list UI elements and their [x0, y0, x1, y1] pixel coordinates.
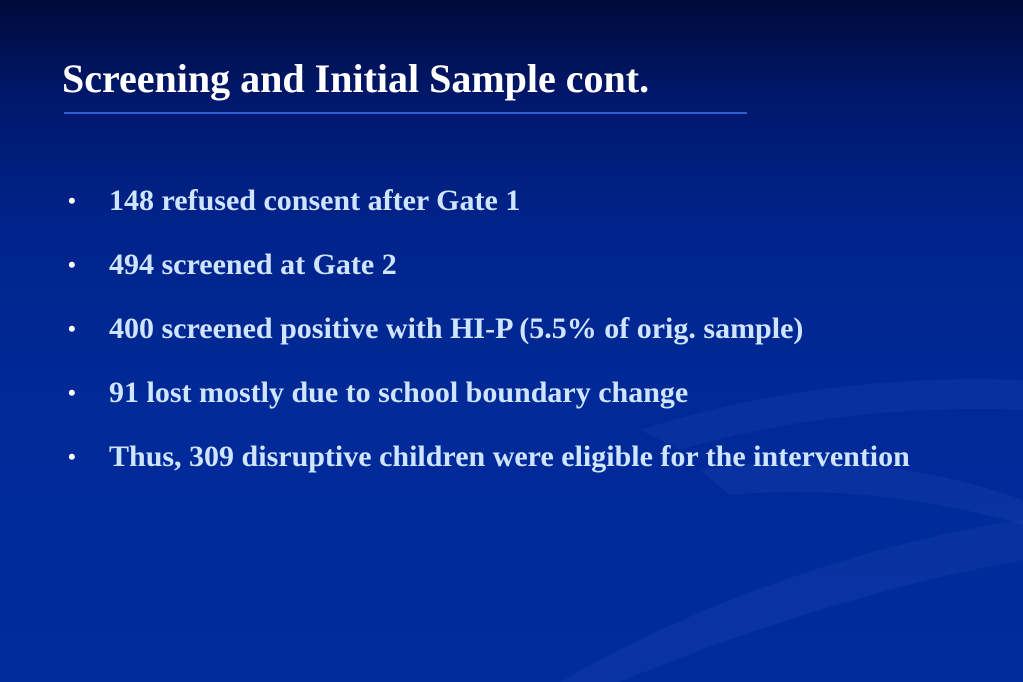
bullet-text: 400 screened positive with HI-P (5.5% of orig. sample): [109, 312, 804, 345]
bullet-marker: •: [68, 188, 76, 213]
bullet-item: [68, 182, 968, 220]
bullet-item: [68, 374, 968, 412]
bullet-marker: •: [68, 316, 76, 341]
bullet-text: 91 lost mostly due to school boundary change: [109, 376, 689, 409]
bullet-item: [68, 438, 968, 476]
bullet-marker: •: [68, 252, 76, 277]
bullet-marker: •: [68, 444, 76, 469]
bullet-item: [68, 246, 968, 284]
bullet-list: [68, 182, 968, 502]
bullet-marker: •: [68, 380, 76, 405]
bullet-text: 494 screened at Gate 2: [109, 248, 397, 281]
bullet-item: [68, 310, 968, 348]
bullet-text: Thus, 309 disruptive children were eligible for the intervention: [109, 440, 910, 473]
slide-title: Screening and Initial Sample cont.: [62, 56, 650, 101]
title-underline: [64, 112, 747, 114]
bullet-text: 148 refused consent after Gate 1: [109, 184, 521, 217]
